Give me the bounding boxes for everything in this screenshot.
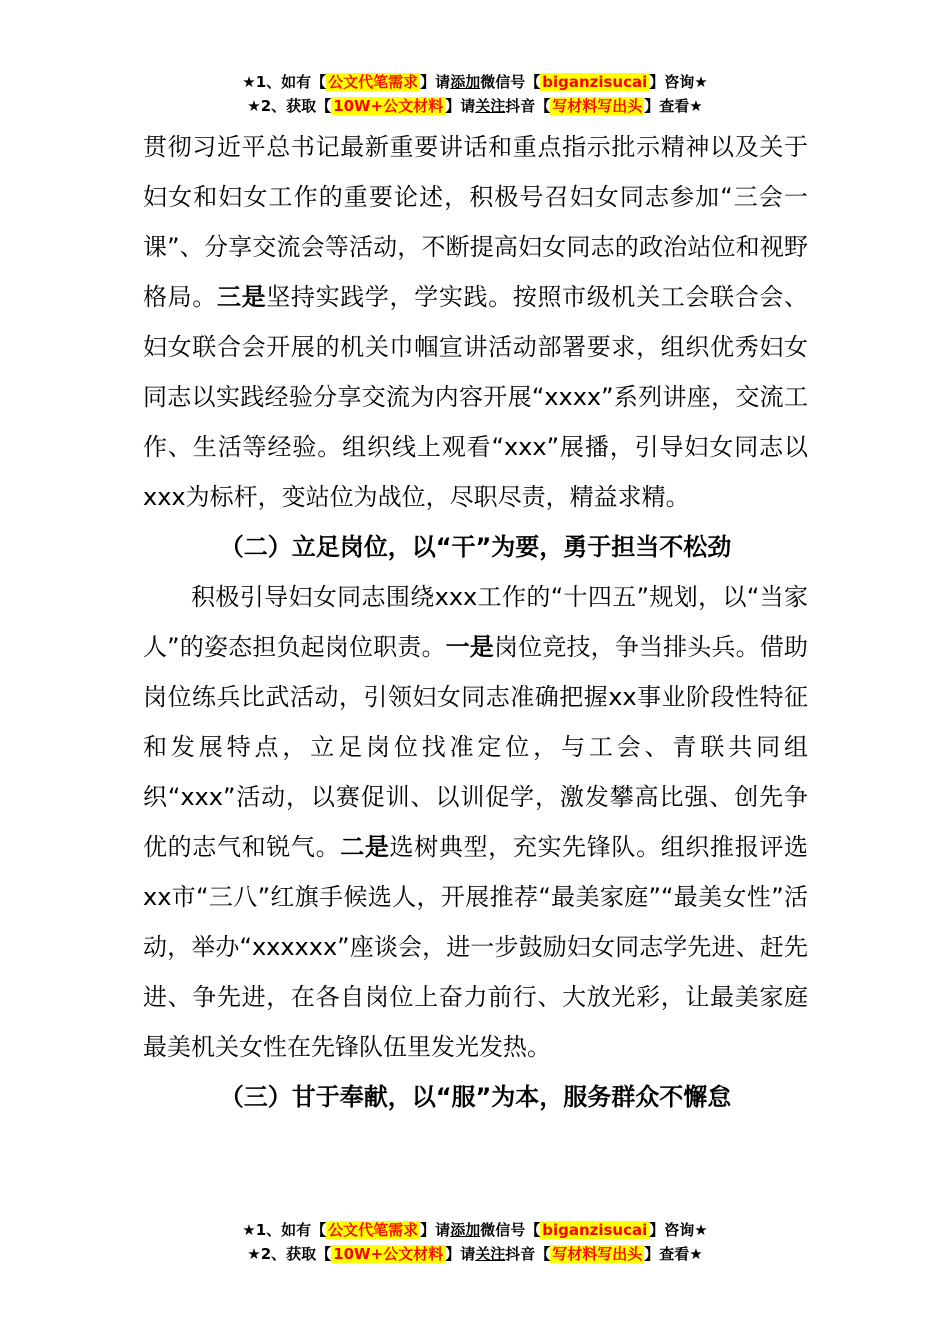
keyword-two: 二是 xyxy=(340,833,390,861)
promo-text: 】查看★ xyxy=(644,1245,703,1263)
promo-text: ★1、如有【 xyxy=(242,73,327,91)
promo-text: 】咨询★ xyxy=(649,1221,708,1239)
promo-highlight: 公文代笔需求 xyxy=(328,1221,419,1239)
paragraph-text: 贯彻习近平总书记最新重要讲话和重点指示批示精神以及关于妇女和妇女工作的重要论述，积极号召妇女同志参加“三会一课”、分享交流会等活动，不断提高妇女同志的政治站位和视野格局。 xyxy=(143,133,808,311)
promo-douyin-account: 写材料写出头 xyxy=(552,97,643,115)
footer-promo-line-1 xyxy=(0,1218,950,1242)
promo-highlight: 10W+公文材料 xyxy=(333,1245,444,1263)
paragraph-text: 选树典型，充实先锋队。组织推报评选xx市“三八”红旗手候选人，开展推荐“最美家庭”“最美女性”活动，举办“xxxxxx”座谈会，进一步鼓励妇女同志学先进、赶先进、争先进，在各自岗位上奋力前行、大放光彩，让最美家庭最美机关女性在先锋队伍里发光发热。 xyxy=(143,833,809,1061)
paragraph-text: 坚持实践学，学实践。按照市级机关工会联合会、妇女联合会开展的机关巾帼宣讲活动部署要求，组织优秀妇女同志以实践经验分享交流为内容开展“xxxx”系列讲座，交流工作、生活等经验。组织线上观看“xxx”展播，引导妇女同志以xxx为标杆，变站位为战位，尽职尽责，精益求精。 xyxy=(143,283,809,511)
promo-highlight: 公文代笔需求 xyxy=(328,73,419,91)
promo-text: 抖音【 xyxy=(505,97,551,115)
header-promo-line-2 xyxy=(0,94,950,118)
footer-promo-line-2 xyxy=(0,1242,950,1266)
keyword-three: 三是 xyxy=(216,283,267,311)
promo-text: 】查看★ xyxy=(644,97,703,115)
header-promo-line-1 xyxy=(0,70,950,94)
paragraph-section-2 xyxy=(143,572,808,1072)
promo-text: 抖音【 xyxy=(505,1245,551,1263)
promo-underlined: 关注 xyxy=(475,1245,506,1263)
promo-text: 】请 xyxy=(445,97,476,115)
promo-underlined: 添加 xyxy=(450,1221,481,1239)
promo-text: ★2、获取【 xyxy=(247,97,332,115)
promo-text: 】咨询★ xyxy=(649,73,708,91)
promo-text: 微信号【 xyxy=(480,73,541,91)
promo-text: 微信号【 xyxy=(480,1221,541,1239)
document-body xyxy=(143,122,808,1122)
paragraph-text: 积极引导妇女同志围绕xxx工作的“十四五”规划，以“当家人”的姿态担负起岗位职责。 xyxy=(143,583,808,661)
promo-text: ★2、获取【 xyxy=(247,1245,332,1263)
section-heading-3: （三）甘于奉献，以“服”为本，服务群众不懈怠 xyxy=(219,1083,732,1111)
promo-douyin-account: 写材料写出头 xyxy=(552,1245,643,1263)
promo-text: 】请 xyxy=(420,73,451,91)
promo-underlined: 关注 xyxy=(475,97,506,115)
promo-text: 】请 xyxy=(420,1221,451,1239)
promo-wechat-id: biganzisucai xyxy=(542,1221,648,1239)
promo-underlined: 添加 xyxy=(450,73,481,91)
paragraph-text: 岗位竞技，争当排头兵。借助岗位练兵比武活动，引领妇女同志准确把握xx事业阶段性特征和发展特点，立足岗位找准定位，与工会、青联共同组织“xxx”活动，以赛促训、以训促学，激发攀高比强、创先争优的志气和锐气。 xyxy=(143,633,809,861)
keyword-one: 一是 xyxy=(445,633,494,661)
paragraph-continued xyxy=(143,122,808,522)
promo-highlight: 10W+公文材料 xyxy=(333,97,444,115)
section-heading-2: （二）立足岗位，以“干”为要，勇于担当不松劲 xyxy=(219,533,732,561)
promo-text: 】请 xyxy=(445,1245,476,1263)
promo-text: ★1、如有【 xyxy=(242,1221,327,1239)
promo-wechat-id: biganzisucai xyxy=(542,73,648,91)
